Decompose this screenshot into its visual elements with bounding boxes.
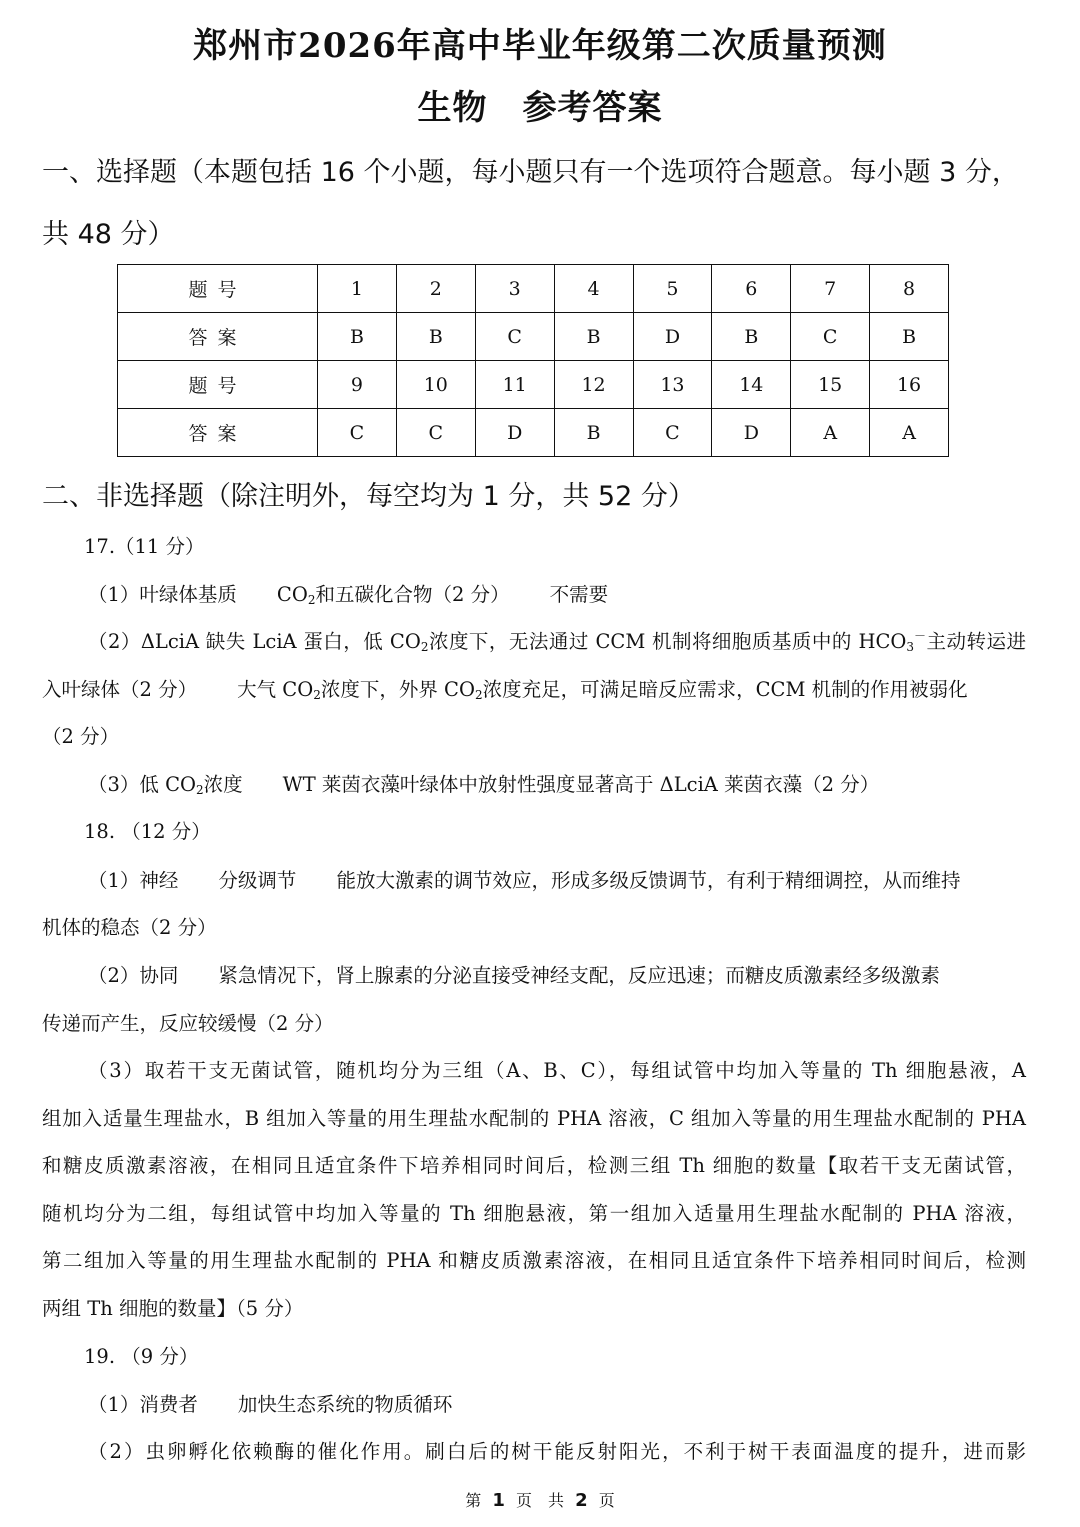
q18-part2-line1 bbox=[88, 961, 1026, 991]
answer-cell: C bbox=[396, 409, 475, 457]
question-number-label: 题号 bbox=[118, 265, 318, 313]
answer-cell: C bbox=[791, 313, 870, 361]
answer-text: 浓度充足，可满足暗反应需求，CCM 机制的作用被弱化 bbox=[482, 678, 968, 701]
subscript: 2 bbox=[196, 783, 204, 797]
answer-text: 分级调节 bbox=[218, 869, 297, 892]
answer-text: 加快生态系统的物质循环 bbox=[237, 1393, 453, 1416]
answer-text: 浓度下，外界 CO bbox=[320, 678, 475, 701]
answer-label: 答案 bbox=[118, 313, 318, 361]
answer-cell: B bbox=[396, 313, 475, 361]
q18-part3-line1: （3）取若干支无菌试管，随机均分为三组（A、B、C），每组试管中均加入等量的 Th 细胞悬液，A bbox=[88, 1059, 1026, 1082]
q18-part2-line2: 传递而产生，反应较缓慢（2 分） bbox=[42, 1012, 334, 1035]
answer-label: 答案 bbox=[118, 409, 318, 457]
question-number: 10 bbox=[396, 361, 475, 409]
subscript: 2 bbox=[420, 640, 429, 654]
section2-heading: 二、非选择题（除注明外，每空均为 1 分，共 52 分） bbox=[42, 481, 695, 512]
section1-heading: 一、选择题（本题包括 16 个小题，每小题只有一个选项符合题意。每小题 3 分， bbox=[42, 157, 1019, 188]
answer-text: （1）神经 bbox=[88, 869, 179, 892]
answer-cell: B bbox=[318, 313, 397, 361]
answer-text: （2）ΔLciA 缺失 LciA 蛋白，低 CO bbox=[88, 630, 421, 653]
subscript: 2 bbox=[474, 688, 483, 702]
question-number: 3 bbox=[475, 265, 554, 313]
footer-text: 页 共 bbox=[515, 1491, 564, 1510]
answer-text: 能放大激素的调节效应，形成多级反馈调节，有利于精细调控，从而维持 bbox=[336, 869, 961, 892]
answer-cell: C bbox=[475, 313, 554, 361]
table-row bbox=[118, 409, 949, 457]
question-number: 2 bbox=[396, 265, 475, 313]
answer-text: 大气 CO bbox=[237, 678, 314, 701]
question-number: 13 bbox=[633, 361, 712, 409]
subscript: 2 bbox=[307, 593, 316, 607]
answer-cell: C bbox=[318, 409, 397, 457]
superscript: － bbox=[914, 629, 927, 643]
q18-part1-line1 bbox=[88, 866, 1026, 896]
answer-text: 入叶绿体（2 分） bbox=[42, 678, 198, 701]
question-number: 16 bbox=[870, 361, 949, 409]
answer-text: 主动转运进 bbox=[926, 630, 1026, 653]
answer-cell: B bbox=[554, 313, 633, 361]
q17-title: 17.（11 分） bbox=[84, 535, 205, 558]
answer-text: 和五碳化合物（2 分） bbox=[315, 583, 510, 606]
q18-part3-line4: 随机均分为二组，每组试管中均加入等量的 Th 细胞悬液，第一组加入适量用生理盐水配制的 PHA 溶液， bbox=[42, 1202, 1026, 1225]
question-number-label: 题号 bbox=[118, 361, 318, 409]
answer-text: 紧急情况下，肾上腺素的分泌直接受神经支配，反应迅速；而糖皮质激素经多级激素 bbox=[218, 964, 940, 987]
document-title: 郑州市2026年高中毕业年级第二次质量预测 bbox=[193, 26, 887, 66]
question-number: 8 bbox=[870, 265, 949, 313]
answer-cell: D bbox=[475, 409, 554, 457]
q18-part3-line3: 和糖皮质激素溶液，在相同且适宜条件下培养相同时间后，检测三组 Th 细胞的数量【取若干支无菌试管， bbox=[42, 1154, 1026, 1177]
answer-cell: B bbox=[870, 313, 949, 361]
section1-heading-cont: 共 48 分） bbox=[42, 219, 175, 250]
question-number: 4 bbox=[554, 265, 633, 313]
answer-text: （1）叶绿体基质 bbox=[88, 583, 237, 606]
table-row bbox=[118, 265, 949, 313]
answer-text: 浓度下，无法通过 CCM 机制将细胞质基质中的 HCO bbox=[428, 630, 907, 653]
q17-part2-line3: （2 分） bbox=[42, 725, 120, 748]
answer-text: （3）低 CO bbox=[88, 773, 197, 796]
answer-cell: B bbox=[712, 313, 791, 361]
question-number: 7 bbox=[791, 265, 870, 313]
q19-part1 bbox=[88, 1390, 1026, 1420]
question-number: 14 bbox=[712, 361, 791, 409]
answer-text: （1）消费者 bbox=[88, 1393, 198, 1416]
question-number: 12 bbox=[554, 361, 633, 409]
answer-text: CO bbox=[276, 583, 308, 606]
question-number: 15 bbox=[791, 361, 870, 409]
question-number: 6 bbox=[712, 265, 791, 313]
answer-cell: A bbox=[870, 409, 949, 457]
q18-title: 18. （12 分） bbox=[84, 820, 211, 843]
table-row bbox=[118, 313, 949, 361]
footer-text: 页 bbox=[598, 1491, 615, 1510]
q18-part3-line2: 组加入适量生理盐水，B 组加入等量的用生理盐水配制的 PHA 溶液，C 组加入等量的用生理盐水配制的 PHA bbox=[42, 1107, 1026, 1130]
answer-cell: D bbox=[712, 409, 791, 457]
answer-table bbox=[117, 264, 949, 457]
table-row bbox=[118, 361, 949, 409]
page-number: 1 bbox=[492, 1490, 505, 1511]
page-total: 2 bbox=[575, 1490, 588, 1511]
answer-cell: D bbox=[633, 313, 712, 361]
question-number: 5 bbox=[633, 265, 712, 313]
answer-text: WT 莱茵衣藻叶绿体中放射性强度显著高于 ΔLciA 莱茵衣藻（2 分） bbox=[282, 773, 880, 796]
question-number: 1 bbox=[318, 265, 397, 313]
q18-part1-line2: 机体的稳态（2 分） bbox=[42, 916, 217, 939]
answer-text: （2）协同 bbox=[88, 964, 179, 987]
q19-part2-line1: （2）虫卵孵化依赖酶的催化作用。刷白后的树干能反射阳光，不利于树干表面温度的提升，进而影 bbox=[88, 1440, 1026, 1463]
q17-part3 bbox=[88, 770, 1026, 800]
q17-part1 bbox=[88, 580, 1026, 610]
q17-part2-line1 bbox=[88, 627, 1026, 657]
answer-cell: C bbox=[633, 409, 712, 457]
page-footer bbox=[0, 1488, 1080, 1511]
answer-cell: A bbox=[791, 409, 870, 457]
q19-title: 19. （9 分） bbox=[84, 1345, 199, 1368]
q18-part3-line6: 两组 Th 细胞的数量】（5 分） bbox=[42, 1297, 304, 1320]
answer-text: 浓度 bbox=[203, 773, 243, 796]
answer-text: 不需要 bbox=[549, 583, 609, 606]
question-number: 11 bbox=[475, 361, 554, 409]
document-subtitle: 生物 参考答案 bbox=[417, 88, 663, 128]
footer-text: 第 bbox=[465, 1491, 482, 1510]
q17-part2-line2 bbox=[42, 675, 1026, 705]
answer-cell: B bbox=[554, 409, 633, 457]
subscript: 3 bbox=[906, 640, 915, 654]
subscript: 2 bbox=[313, 688, 321, 702]
q18-part3-line5: 第二组加入等量的用生理盐水配制的 PHA 和糖皮质激素溶液，在相同且适宜条件下培养相同时间后，检测 bbox=[42, 1249, 1026, 1272]
question-number: 9 bbox=[318, 361, 397, 409]
